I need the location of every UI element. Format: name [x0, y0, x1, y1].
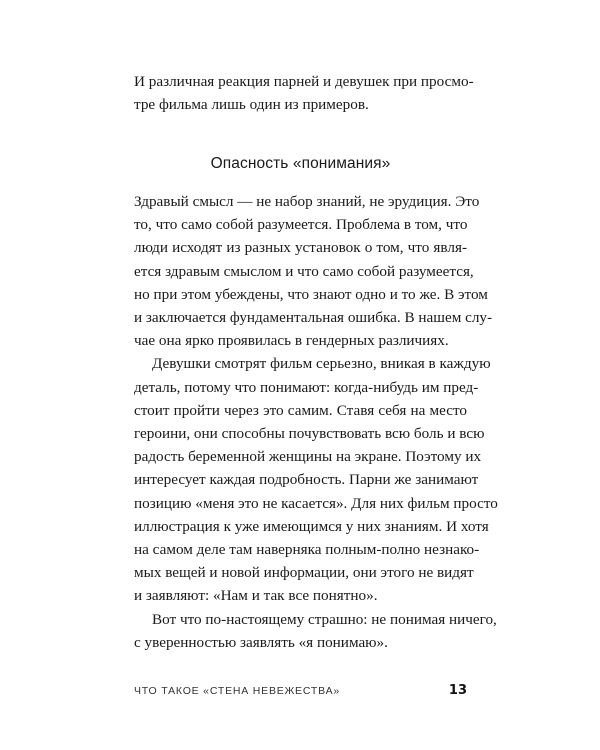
text-line: интересует каждая подробность. Парни же занимают [134, 471, 479, 489]
body-text [134, 190, 498, 654]
text-line: то, что само собой разумеется. Проблема в том, что [134, 216, 468, 234]
text-line: иллюстрация к уже имеющимся у них знаниям. И хотя [134, 517, 489, 535]
section-heading: Опасность «понимания» [210, 155, 391, 172]
text-line: ется здравым смыслом и что само собой разумеется, [134, 262, 474, 280]
running-head: ЧТО ТАКОЕ «СТЕНА НЕВЕЖЕСТВА» [134, 685, 341, 697]
text-line: и заключается фундаментальная ошибка. В нашем слу- [134, 309, 493, 327]
text-line: стоит пройти через это самим. Ставя себя на место [134, 401, 467, 419]
text-line: мых вещей и новой информации, они этого не видят [134, 564, 474, 582]
text-line: люди исходят из разных установок о том, что явля- [134, 239, 467, 257]
page-footer [134, 683, 467, 703]
text-line: деталь, потому что понимают: когда-нибудь им пред- [134, 378, 479, 396]
text-line: Девушки смотрят фильм серьезно, вникая в каждую [152, 355, 491, 373]
text-line: но при этом убеждены, что знают одно и то же. В этом [134, 285, 488, 303]
paragraph-2 [134, 352, 498, 607]
text-line: тре фильма лишь один из примеров. [134, 96, 369, 114]
text-line: радость беременной женщины на экране. Поэтому их [134, 448, 482, 466]
text-line: Здравый смысл — не набор знаний, не эрудиция. Это [134, 193, 480, 210]
intro-paragraph [134, 70, 474, 116]
text-line: Вот что по-настоящему страшно: не понимая ничего, [152, 610, 497, 628]
text-line: героини, они способны почувствовать всю боль и всю [134, 425, 485, 443]
text-line: и заявляют: «Нам и так все понятно». [134, 587, 378, 605]
paragraph-3 [134, 608, 497, 654]
page-number: 13 [448, 683, 467, 698]
text-line: с уверенностью заявлять «я понимаю». [134, 633, 388, 651]
text-line: И различная реакция парней и девушек при просмо- [134, 73, 474, 90]
text-line: позицию «меня это не касается». Для них фильм просто [134, 494, 498, 512]
text-line: на самом деле там наверняка полным-полно незнако- [134, 541, 480, 559]
paragraph-1 [134, 190, 493, 352]
text-line: чае она ярко проявилась в гендерных различиях. [134, 332, 449, 350]
